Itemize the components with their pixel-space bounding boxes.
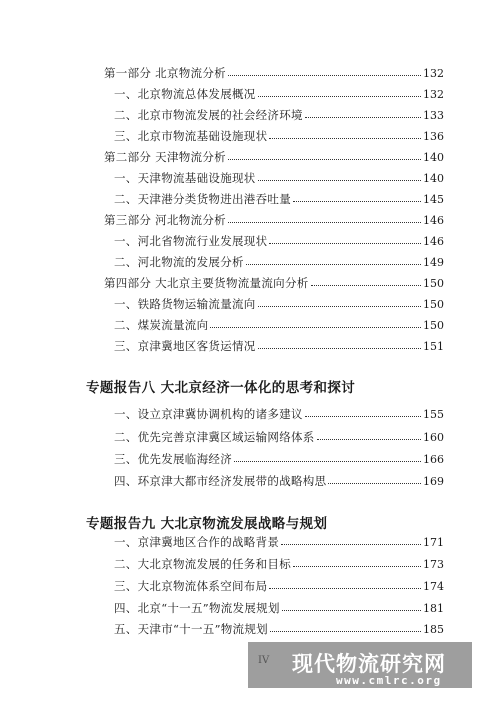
toc-entry[interactable] bbox=[114, 232, 444, 250]
toc-entry-label: 二、大北京物流发展的任务和目标 bbox=[114, 557, 291, 571]
toc-entry-page: 150 bbox=[423, 277, 444, 290]
dot-leader bbox=[328, 482, 421, 484]
dot-leader bbox=[210, 326, 421, 328]
report9-heading[interactable]: 专题报告九 大北京物流发展战略与规划 bbox=[86, 516, 328, 532]
toc-entry[interactable] bbox=[114, 555, 444, 573]
toc-entry-part4[interactable] bbox=[104, 274, 444, 292]
dot-leader bbox=[269, 137, 421, 139]
toc-entry-part1[interactable] bbox=[104, 64, 444, 82]
toc-entry-page: 173 bbox=[423, 558, 444, 571]
dot-leader bbox=[269, 587, 421, 589]
dot-leader bbox=[293, 200, 421, 202]
toc-entry-label: 一、北京物流总体发展概况 bbox=[114, 87, 256, 101]
dot-leader bbox=[258, 95, 421, 97]
toc-entry[interactable] bbox=[114, 127, 444, 145]
toc-entry[interactable] bbox=[114, 337, 444, 355]
toc-entry-label: 二、煤炭流量流向 bbox=[114, 318, 209, 332]
toc-entry-page: 160 bbox=[423, 431, 444, 444]
toc-entry-label: 二、北京市物流发展的社会经济环境 bbox=[114, 108, 303, 122]
toc-entry-label: 第三部分 河北物流分析 bbox=[104, 213, 226, 227]
toc-entry-label: 三、大北京物流体系空间布局 bbox=[114, 579, 268, 593]
toc-entry-label: 第四部分 大北京主要货物流量流向分析 bbox=[104, 276, 309, 290]
toc-entry-label: 第二部分 天津物流分析 bbox=[104, 150, 226, 164]
toc-entry-label: 三、优先发展临海经济 bbox=[114, 452, 232, 466]
toc-entry-page: 171 bbox=[423, 536, 444, 549]
report8-heading[interactable]: 专题报告八 大北京经济一体化的思考和探讨 bbox=[86, 380, 356, 396]
toc-entry-label: 一、铁路货物运输流量流向 bbox=[114, 297, 256, 311]
toc-entry[interactable] bbox=[114, 450, 444, 468]
toc-entry-label: 一、设立京津冀协调机构的诸多建议 bbox=[114, 407, 303, 421]
toc-entry[interactable] bbox=[114, 577, 444, 595]
toc-entry-page: 140 bbox=[423, 172, 444, 185]
toc-entry-page: 155 bbox=[423, 408, 444, 421]
dot-leader bbox=[258, 305, 421, 307]
dot-leader bbox=[281, 543, 421, 545]
toc-entry-label: 二、优先完善京津冀区域运输网络体系 bbox=[114, 430, 315, 444]
watermark-title: 现代物流研究网 bbox=[292, 652, 446, 676]
dot-leader bbox=[282, 609, 421, 611]
toc-entry-page: 150 bbox=[423, 319, 444, 332]
toc-entry-part2[interactable] bbox=[104, 148, 444, 166]
dot-leader bbox=[293, 565, 421, 567]
toc-entry[interactable] bbox=[114, 620, 444, 638]
dot-leader bbox=[269, 242, 421, 244]
page-number: IV bbox=[258, 655, 270, 666]
toc-entry-page: 146 bbox=[423, 214, 444, 227]
dot-leader bbox=[311, 284, 421, 286]
toc-entry-page: 149 bbox=[423, 256, 444, 269]
toc-entry[interactable] bbox=[114, 295, 444, 313]
toc-entry-page: 146 bbox=[423, 235, 444, 248]
dot-leader bbox=[270, 630, 421, 632]
dot-leader bbox=[228, 221, 421, 223]
toc-entry-page: 132 bbox=[423, 88, 444, 101]
toc-entry[interactable] bbox=[114, 316, 444, 334]
toc-entry-label: 一、天津物流基础设施现状 bbox=[114, 171, 256, 185]
toc-entry[interactable] bbox=[114, 533, 444, 551]
toc-entry-label: 五、天津市“十一五”物流规划 bbox=[114, 622, 268, 636]
toc-entry-page: 181 bbox=[423, 602, 444, 615]
dot-leader bbox=[258, 179, 421, 181]
toc-entry-label: 一、河北省物流行业发展现状 bbox=[114, 234, 268, 248]
toc-entry-page: 145 bbox=[423, 193, 444, 206]
toc-entry[interactable] bbox=[114, 599, 444, 617]
toc-entry-page: 151 bbox=[423, 340, 444, 353]
toc-entry[interactable] bbox=[114, 106, 444, 124]
toc-entry[interactable] bbox=[114, 169, 444, 187]
dot-leader bbox=[234, 460, 421, 462]
toc-entry-label: 三、北京市物流基础设施现状 bbox=[114, 129, 268, 143]
dot-leader bbox=[305, 415, 421, 417]
toc-entry-label: 第一部分 北京物流分析 bbox=[104, 66, 226, 80]
toc-entry-part3[interactable] bbox=[104, 211, 444, 229]
toc-entry-page: 150 bbox=[423, 298, 444, 311]
dot-leader bbox=[228, 74, 421, 76]
dot-leader bbox=[317, 438, 421, 440]
dot-leader bbox=[305, 116, 421, 118]
toc-entry-label: 一、京津冀地区合作的战略背景 bbox=[114, 535, 280, 549]
toc-entry-label: 二、河北物流的发展分析 bbox=[114, 255, 244, 269]
toc-entry[interactable] bbox=[114, 428, 444, 446]
dot-leader bbox=[258, 347, 421, 349]
dot-leader bbox=[246, 263, 421, 265]
toc-entry-page: 169 bbox=[423, 475, 444, 488]
toc-entry-page: 166 bbox=[423, 453, 444, 466]
toc-entry-label: 四、北京“十一五”物流发展规划 bbox=[114, 601, 280, 615]
dot-leader bbox=[228, 158, 421, 160]
toc-entry[interactable] bbox=[114, 405, 444, 423]
toc-entry[interactable] bbox=[114, 85, 444, 103]
toc-entry-page: 185 bbox=[423, 623, 444, 636]
toc-entry-page: 174 bbox=[423, 580, 444, 593]
toc-entry-page: 140 bbox=[423, 151, 444, 164]
toc-entry-page: 136 bbox=[423, 130, 444, 143]
toc-entry[interactable] bbox=[114, 472, 444, 490]
toc-entry-label: 四、环京津大都市经济发展带的战略构思 bbox=[114, 474, 327, 488]
toc-entry[interactable] bbox=[114, 190, 444, 208]
toc-entry-label: 二、天津港分类货物进出港吞吐量 bbox=[114, 192, 291, 206]
toc-entry-page: 132 bbox=[423, 67, 444, 80]
toc-entry[interactable] bbox=[114, 253, 444, 271]
toc-entry-label: 三、京津冀地区客货运情况 bbox=[114, 339, 256, 353]
watermark-url: www.cmlrc.org bbox=[336, 674, 442, 687]
toc-entry-page: 133 bbox=[423, 109, 444, 122]
